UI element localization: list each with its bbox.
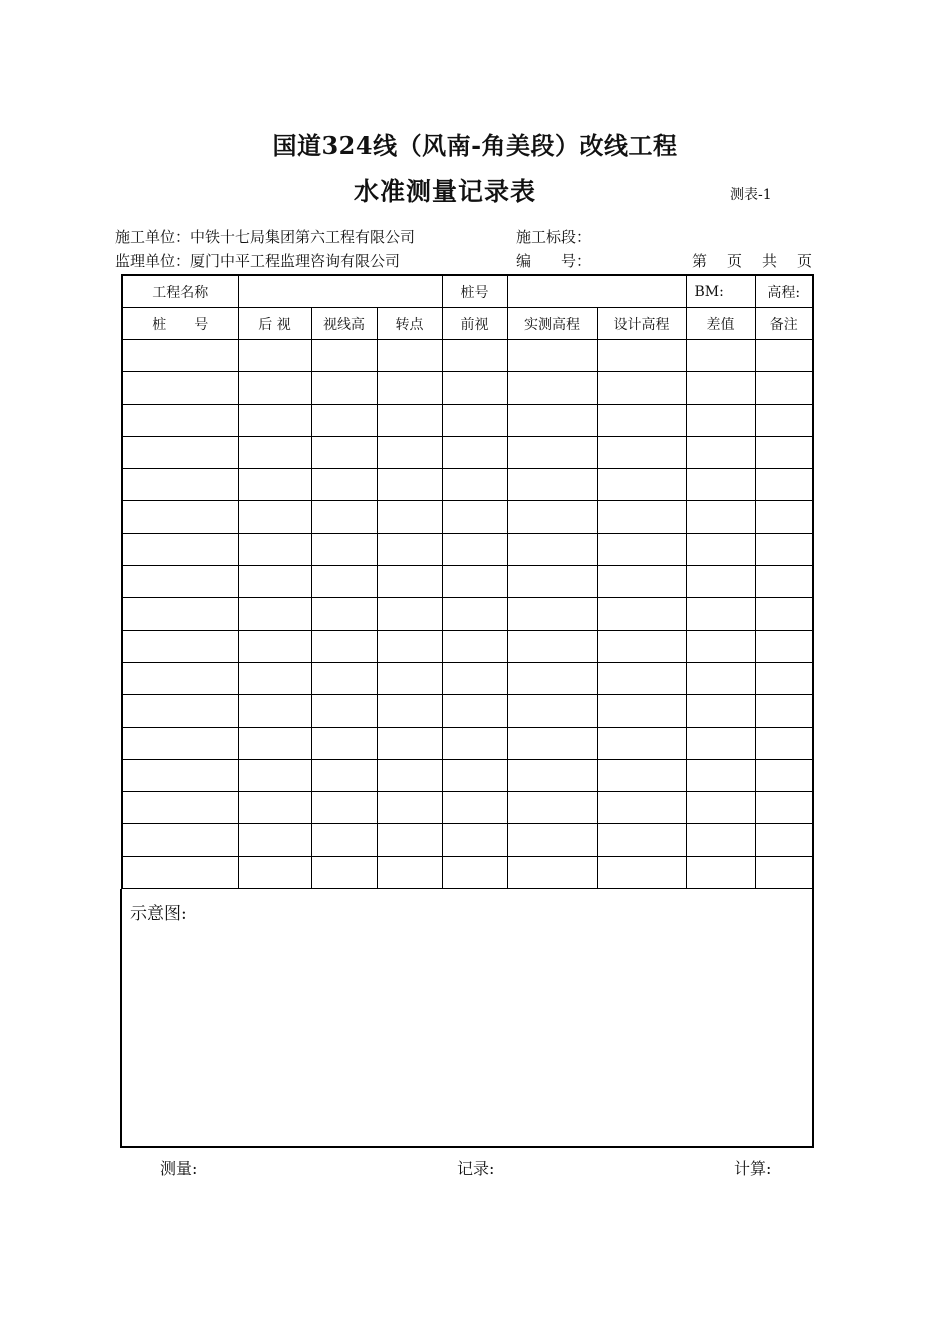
table-cell[interactable]	[686, 792, 755, 824]
table-header-row	[122, 308, 813, 340]
table-cell[interactable]	[755, 727, 813, 759]
calculate-signature-label: 计算:	[734, 1159, 772, 1178]
table-cell[interactable]	[311, 630, 377, 662]
col-header: 实测高程	[507, 308, 597, 340]
table-cell[interactable]	[122, 340, 238, 372]
table-cell[interactable]	[311, 759, 377, 791]
table-cell[interactable]	[507, 662, 597, 694]
table-cell[interactable]	[442, 566, 507, 598]
table-row	[122, 436, 813, 468]
table-cell[interactable]	[597, 630, 686, 662]
table-row	[122, 340, 813, 372]
page-part: 第	[692, 252, 708, 270]
table-cell[interactable]	[122, 759, 238, 791]
table-cell[interactable]	[122, 695, 238, 727]
supervisor-label: 监理单位：厦门中平工程监理咨询有限公司	[115, 252, 401, 270]
table-row	[122, 695, 813, 727]
table-cell[interactable]	[122, 436, 238, 468]
table-cell[interactable]	[122, 824, 238, 856]
table-cell[interactable]	[597, 372, 686, 404]
table-cell[interactable]	[755, 404, 813, 436]
page-part: 页	[727, 252, 743, 270]
table-cell[interactable]	[755, 372, 813, 404]
table-cell[interactable]	[442, 598, 507, 630]
col-header: 视线高	[311, 308, 377, 340]
table-cell[interactable]	[597, 340, 686, 372]
table-cell[interactable]	[311, 501, 377, 533]
table-cell[interactable]	[755, 436, 813, 468]
station-value[interactable]	[507, 275, 686, 308]
table-cell[interactable]	[122, 404, 238, 436]
table-cell[interactable]	[377, 792, 442, 824]
col-header: 差值	[686, 308, 755, 340]
table-cell[interactable]	[507, 469, 597, 501]
page-number	[692, 250, 812, 271]
table-row	[122, 759, 813, 791]
table-row	[122, 824, 813, 856]
table-cell[interactable]	[597, 662, 686, 694]
table-cell[interactable]	[238, 404, 311, 436]
table-cell[interactable]	[755, 469, 813, 501]
table-cell[interactable]	[597, 759, 686, 791]
table-cell[interactable]	[238, 695, 311, 727]
col-header: 转点	[377, 308, 442, 340]
table-cell[interactable]	[238, 759, 311, 791]
table-cell[interactable]	[507, 856, 597, 888]
table-cell[interactable]	[122, 469, 238, 501]
project-title: 国道324线（风南-角美段）改线工程	[272, 131, 678, 160]
table-cell[interactable]	[442, 630, 507, 662]
table-cell[interactable]	[122, 792, 238, 824]
table-cell[interactable]	[507, 566, 597, 598]
table-cell[interactable]	[686, 501, 755, 533]
table-cell[interactable]	[686, 630, 755, 662]
table-cell[interactable]	[442, 501, 507, 533]
table-cell[interactable]	[507, 695, 597, 727]
table-cell[interactable]	[311, 662, 377, 694]
table-cell[interactable]	[597, 824, 686, 856]
table-row	[122, 566, 813, 598]
table-cell[interactable]	[442, 469, 507, 501]
table-cell[interactable]	[311, 469, 377, 501]
table-cell[interactable]	[442, 372, 507, 404]
col-header: 设计高程	[597, 308, 686, 340]
col-header: 备注	[755, 308, 813, 340]
table-cell[interactable]	[755, 630, 813, 662]
table-cell[interactable]	[597, 598, 686, 630]
table-cell[interactable]	[377, 695, 442, 727]
table-cell[interactable]	[686, 598, 755, 630]
table-cell[interactable]	[507, 404, 597, 436]
table-cell[interactable]	[597, 436, 686, 468]
project-name-label: 工程名称	[122, 275, 238, 308]
table-cell[interactable]	[442, 792, 507, 824]
table-cell[interactable]	[442, 436, 507, 468]
table-cell[interactable]	[377, 469, 442, 501]
table-row	[122, 662, 813, 694]
table-cell[interactable]	[755, 695, 813, 727]
table-cell[interactable]	[597, 404, 686, 436]
table-cell[interactable]	[122, 856, 238, 888]
table-row	[122, 469, 813, 501]
table-cell[interactable]	[238, 824, 311, 856]
table-row	[122, 598, 813, 630]
table-cell[interactable]	[686, 824, 755, 856]
table-cell[interactable]	[597, 695, 686, 727]
table-cell[interactable]	[442, 727, 507, 759]
table-cell[interactable]	[238, 727, 311, 759]
table-cell[interactable]	[442, 340, 507, 372]
sketch-area[interactable]	[120, 889, 814, 1148]
form-title: 水准测量记录表	[353, 177, 536, 206]
table-cell[interactable]	[122, 566, 238, 598]
table-cell[interactable]	[442, 533, 507, 565]
table-cell[interactable]	[377, 533, 442, 565]
table-cell[interactable]	[442, 695, 507, 727]
table-cell[interactable]	[442, 404, 507, 436]
table-cell[interactable]	[238, 533, 311, 565]
bm-label: BM:	[686, 275, 755, 308]
table-cell[interactable]	[122, 727, 238, 759]
table-cell[interactable]	[377, 759, 442, 791]
table-cell[interactable]	[686, 404, 755, 436]
table-cell[interactable]	[507, 340, 597, 372]
station-label: 桩号	[442, 275, 507, 308]
table-cell[interactable]	[597, 792, 686, 824]
sketch-label: 示意图:	[130, 904, 187, 924]
table-cell[interactable]	[238, 630, 311, 662]
table-cell[interactable]	[755, 792, 813, 824]
table-cell[interactable]	[686, 856, 755, 888]
table-cell[interactable]	[597, 727, 686, 759]
table-cell[interactable]	[122, 662, 238, 694]
table-cell[interactable]	[686, 695, 755, 727]
table-cell[interactable]	[238, 792, 311, 824]
table-cell[interactable]	[238, 566, 311, 598]
table-cell[interactable]	[597, 501, 686, 533]
table-cell[interactable]	[755, 340, 813, 372]
table-cell[interactable]	[686, 340, 755, 372]
table-cell[interactable]	[238, 662, 311, 694]
table-cell[interactable]	[686, 372, 755, 404]
table-cell[interactable]	[442, 662, 507, 694]
table-cell[interactable]	[686, 566, 755, 598]
table-cell[interactable]	[507, 436, 597, 468]
table-cell[interactable]	[238, 501, 311, 533]
table-cell[interactable]	[442, 856, 507, 888]
table-cell[interactable]	[686, 533, 755, 565]
table-cell[interactable]	[755, 501, 813, 533]
table-cell[interactable]	[238, 372, 311, 404]
table-cell[interactable]	[311, 856, 377, 888]
table-cell[interactable]	[377, 824, 442, 856]
table-cell[interactable]	[755, 824, 813, 856]
table-cell[interactable]	[686, 436, 755, 468]
table-cell[interactable]	[755, 662, 813, 694]
table-cell[interactable]	[597, 469, 686, 501]
table-cell[interactable]	[755, 598, 813, 630]
table-cell[interactable]	[377, 404, 442, 436]
table-cell[interactable]	[507, 501, 597, 533]
col-header: 前视	[442, 308, 507, 340]
table-row	[122, 856, 813, 888]
number-label: 编 号：	[516, 252, 592, 270]
table-cell[interactable]	[311, 340, 377, 372]
table-cell[interactable]	[377, 501, 442, 533]
table-cell[interactable]	[377, 566, 442, 598]
table-cell[interactable]	[377, 598, 442, 630]
table-cell[interactable]	[311, 598, 377, 630]
table-row	[122, 727, 813, 759]
table-cell[interactable]	[122, 630, 238, 662]
table-cell[interactable]	[311, 566, 377, 598]
page-part: 共	[762, 252, 778, 270]
table-cell[interactable]	[507, 533, 597, 565]
table-cell[interactable]	[442, 759, 507, 791]
table-cell[interactable]	[238, 340, 311, 372]
table-cell[interactable]	[238, 436, 311, 468]
table-cell[interactable]	[311, 792, 377, 824]
table-cell[interactable]	[507, 630, 597, 662]
table-cell[interactable]	[597, 856, 686, 888]
table-cell[interactable]	[122, 372, 238, 404]
table-row	[122, 792, 813, 824]
table-cell[interactable]	[377, 856, 442, 888]
record-signature-label: 记录:	[457, 1159, 495, 1178]
table-cell[interactable]	[377, 662, 442, 694]
table-cell[interactable]	[122, 533, 238, 565]
table-cell[interactable]	[442, 824, 507, 856]
table-cell[interactable]	[507, 759, 597, 791]
table-cell[interactable]	[597, 566, 686, 598]
table-cell[interactable]	[122, 501, 238, 533]
table-cell[interactable]	[507, 372, 597, 404]
table-row	[122, 533, 813, 565]
col-header: 后 视	[238, 308, 311, 340]
table-cell[interactable]	[377, 630, 442, 662]
table-cell[interactable]	[507, 727, 597, 759]
table-cell[interactable]	[238, 856, 311, 888]
table-cell[interactable]	[377, 436, 442, 468]
table-cell[interactable]	[755, 856, 813, 888]
table-cell[interactable]	[507, 792, 597, 824]
table-cell[interactable]	[686, 469, 755, 501]
measure-signature-label: 测量:	[160, 1159, 198, 1178]
table-cell[interactable]	[755, 759, 813, 791]
page-part: 页	[797, 252, 813, 270]
table-cell[interactable]	[686, 662, 755, 694]
table-cell[interactable]	[311, 533, 377, 565]
table-cell[interactable]	[377, 372, 442, 404]
table-cell[interactable]	[311, 695, 377, 727]
table-cell[interactable]	[311, 372, 377, 404]
project-name-value[interactable]	[238, 275, 442, 308]
table-cell[interactable]	[377, 727, 442, 759]
table-cell[interactable]	[311, 727, 377, 759]
col-header: 桩 号	[122, 308, 238, 340]
level-survey-table	[121, 274, 814, 889]
table-cell[interactable]	[686, 727, 755, 759]
table-cell[interactable]	[122, 598, 238, 630]
table-cell[interactable]	[311, 824, 377, 856]
contractor-label: 施工单位：中铁十七局集团第六工程有限公司	[115, 228, 416, 246]
table-cell[interactable]	[507, 824, 597, 856]
table-row	[122, 501, 813, 533]
table-body	[122, 340, 813, 889]
table-cell[interactable]	[755, 533, 813, 565]
elevation-label: 高程:	[755, 275, 813, 308]
table-cell[interactable]	[311, 436, 377, 468]
table-cell[interactable]	[755, 566, 813, 598]
table-cell[interactable]	[507, 598, 597, 630]
table-cell[interactable]	[238, 598, 311, 630]
table-row	[122, 404, 813, 436]
table-cell[interactable]	[686, 759, 755, 791]
section-label: 施工标段：	[516, 228, 592, 246]
table-cell[interactable]	[238, 469, 311, 501]
table-top-row	[122, 275, 813, 308]
table-row	[122, 630, 813, 662]
table-cell[interactable]	[311, 404, 377, 436]
table-cell[interactable]	[597, 533, 686, 565]
table-row	[122, 372, 813, 404]
table-cell[interactable]	[377, 340, 442, 372]
form-code: 测表-1	[730, 187, 772, 203]
